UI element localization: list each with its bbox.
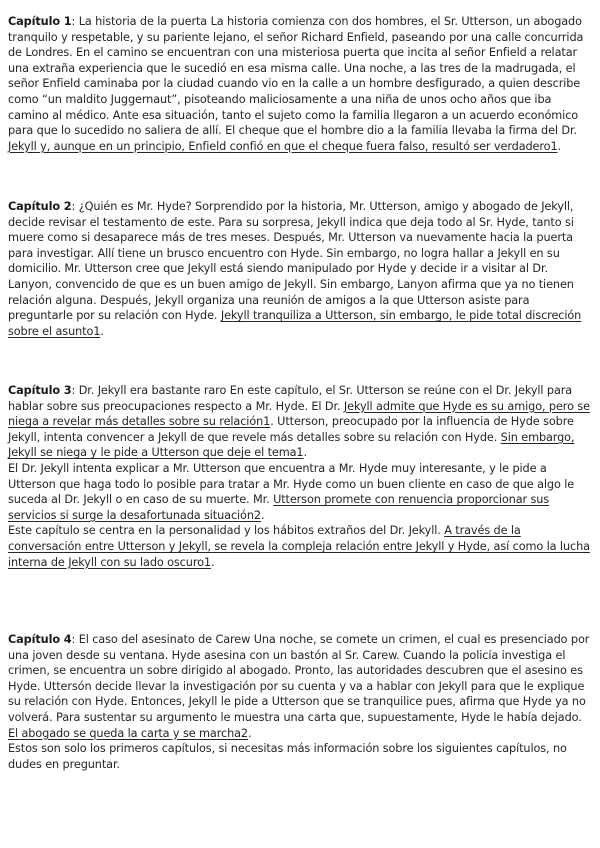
chapter-2-text: : ¿Quién es Mr. Hyde? Sorprendido por la historia, Mr. Utterson, amigo y abogado de Jekyll, decide revisar el testamento de este. Para su sorpresa, Jekyll indica que deja todo al Sr. Hyde, tanto si muere como si desaparece más de tres meses. Después, Mr. Utterson va nuevamente hacia la puerta para investigar. Allí tiene un brusco encuentro con Hyde. Sin embargo, no logra hallar a Jekyll en su domicilio. Mr. Utterson cree que Jekyll está siendo manipulado por Hyde y decide ir a visitar al Dr. Lanyon, convencido de que es un buen amigo de Jekyll. Sin embargo, Lanyon afirma que ya no tienen relación alguna. Después, Jekyll organiza una reunión de amigos a la que Utterson asiste para preguntarle por su relación con Hyde. (8, 200, 574, 323)
chapter-3-paragraph (8, 383, 591, 570)
chapter-1-paragraph (8, 14, 591, 154)
chapter-3-title: Capítulo 3 (8, 384, 72, 397)
chapter-2-end: . (100, 324, 104, 338)
chapter-3-text-4: Este capítulo se centra en la personalidad y los hábitos extraños del Dr. Jekyll. (8, 524, 445, 538)
chapter-3-underlined-text-1: Jekyll admite que Hyde es su amigo, pero se niega a revelar más detalles sobre su relación1 (8, 399, 590, 429)
chapter-3-underlined-text-2: Sin embargo, Jekyll se niega y le pide a Utterson que deje el tema1 (8, 430, 575, 460)
chapter-1-text: : La historia de la puerta La historia comienza con dos hombres, el Sr. Utterson, un abogado tranquilo y respetable, y su pariente lejano, el señor Richard Enfield, paseando por una calle concurrida de Londres. En el camino se encuentran con una misteriosa puerta que incita al señor Enfield a relatar una extraña experiencia que le sucedió en esa misma calle. Una noche, a las tres de la madrugada, el señor Enfield caminaba por la ciudad cuando vio en la calle a un hombre desfigurado, a quien describe como “un maldito Juggernaut”, pisoteando maliciosamente a una niña de unos ocho años que iba camino al médico. Ante esa situación, tanto el sujeto como la familia llegaron a un acuerdo económico para que lo sucedido no saliera de allí. El cheque que el hombre dio a la familia llevaba la firma del Dr. (8, 15, 584, 138)
chapter-3-line-2 (8, 461, 591, 523)
chapter-4-text: : El caso del asesinato de Carew Una noche, se comete un crimen, el cual es presenciado por una joven desde su ventana. Hyde asesina con un bastón al Sr. Carew. Cuando la policía investiga el crimen, se encuentra un sobre dirigido al abogado. Pronto, las autoridades descubren que el asesino es Hyde. Uttersón decide llevar la investigación por su cuenta y va a hablar con Jekyll para que le explique su relación con Hyde. Entonces, Jekyll le pide a Utterson que se tranquilice pues, afirma que Hyde ya no volverá. Para sustentar su argumento le muestra una carta que, supuestamente, Hyde le había dejado. (8, 633, 590, 724)
chapter-2-title: Capítulo 2 (8, 200, 72, 213)
chapter-3-underlined-text-3: Utterson promete con renuencia proporcionar sus servicios si surge la desafortunada situación2 (8, 493, 550, 522)
chapter-3-line-3 (8, 523, 591, 570)
chapter-4-underlined-text: El abogado se queda la carta y se marcha2 (8, 726, 248, 740)
chapter-3-underlined-text-4: A través de la conversación entre Utterson y Jekyll, se revela la compleja relación entre Jekyll y Hyde, así como la lucha interna de Jekyll con su lado oscuro1 (8, 524, 590, 569)
chapter-3-end-1: . (303, 446, 307, 460)
chapter-4-paragraph (8, 632, 591, 772)
chapter-3-end-3: . (210, 555, 215, 569)
chapter-3-end-2: . (260, 508, 265, 522)
chapter-1-end: . (557, 139, 561, 153)
chapter-3-text-1: : Dr. Jekyll era bastante raro En este capítulo, el Sr. Utterson se reúne con el Dr. Jekyll para hablar sobre sus preocupaciones respecto a Mr. Hyde. El Dr. (8, 384, 573, 413)
chapter-3-text-2: . Utterson, preocupado por la influencia de Hyde sobre Jekyll, intenta convencer a Jekyll de que revele más detalles sobre su relación con Hyde. (8, 415, 574, 444)
chapter-4-title: Capítulo 4 (8, 633, 72, 646)
closing-text: Estos son solo los primeros capítulos, si necesitas más información sobre los siguientes capítulos, no dudes en preguntar. (8, 742, 567, 771)
chapter-4-end: . (248, 726, 252, 740)
chapter-3-text-3: El Dr. Jekyll intenta explicar a Mr. Utterson que encuentra a Mr. Hyde muy interesante, y le pide a Utterson que haga todo lo posible para tratar a Mr. Hyde como un buen cliente en caso de que algo le suceda al Dr. Jekyll o en caso de su muerte. Mr. (8, 461, 575, 507)
chapter-2-underlined-text: Jekyll tranquiliza a Utterson, sin embargo, le pide total discreción sobre el asunto1 (8, 309, 582, 338)
chapter-2-paragraph (8, 199, 591, 339)
chapter-1-title: Capítulo 1 (8, 15, 72, 28)
chapter-1-underlined-text: Jekyll y, aunque en un principio, Enfield confió en que el cheque fuera falso, resultó ser verdadero1 (8, 139, 558, 153)
